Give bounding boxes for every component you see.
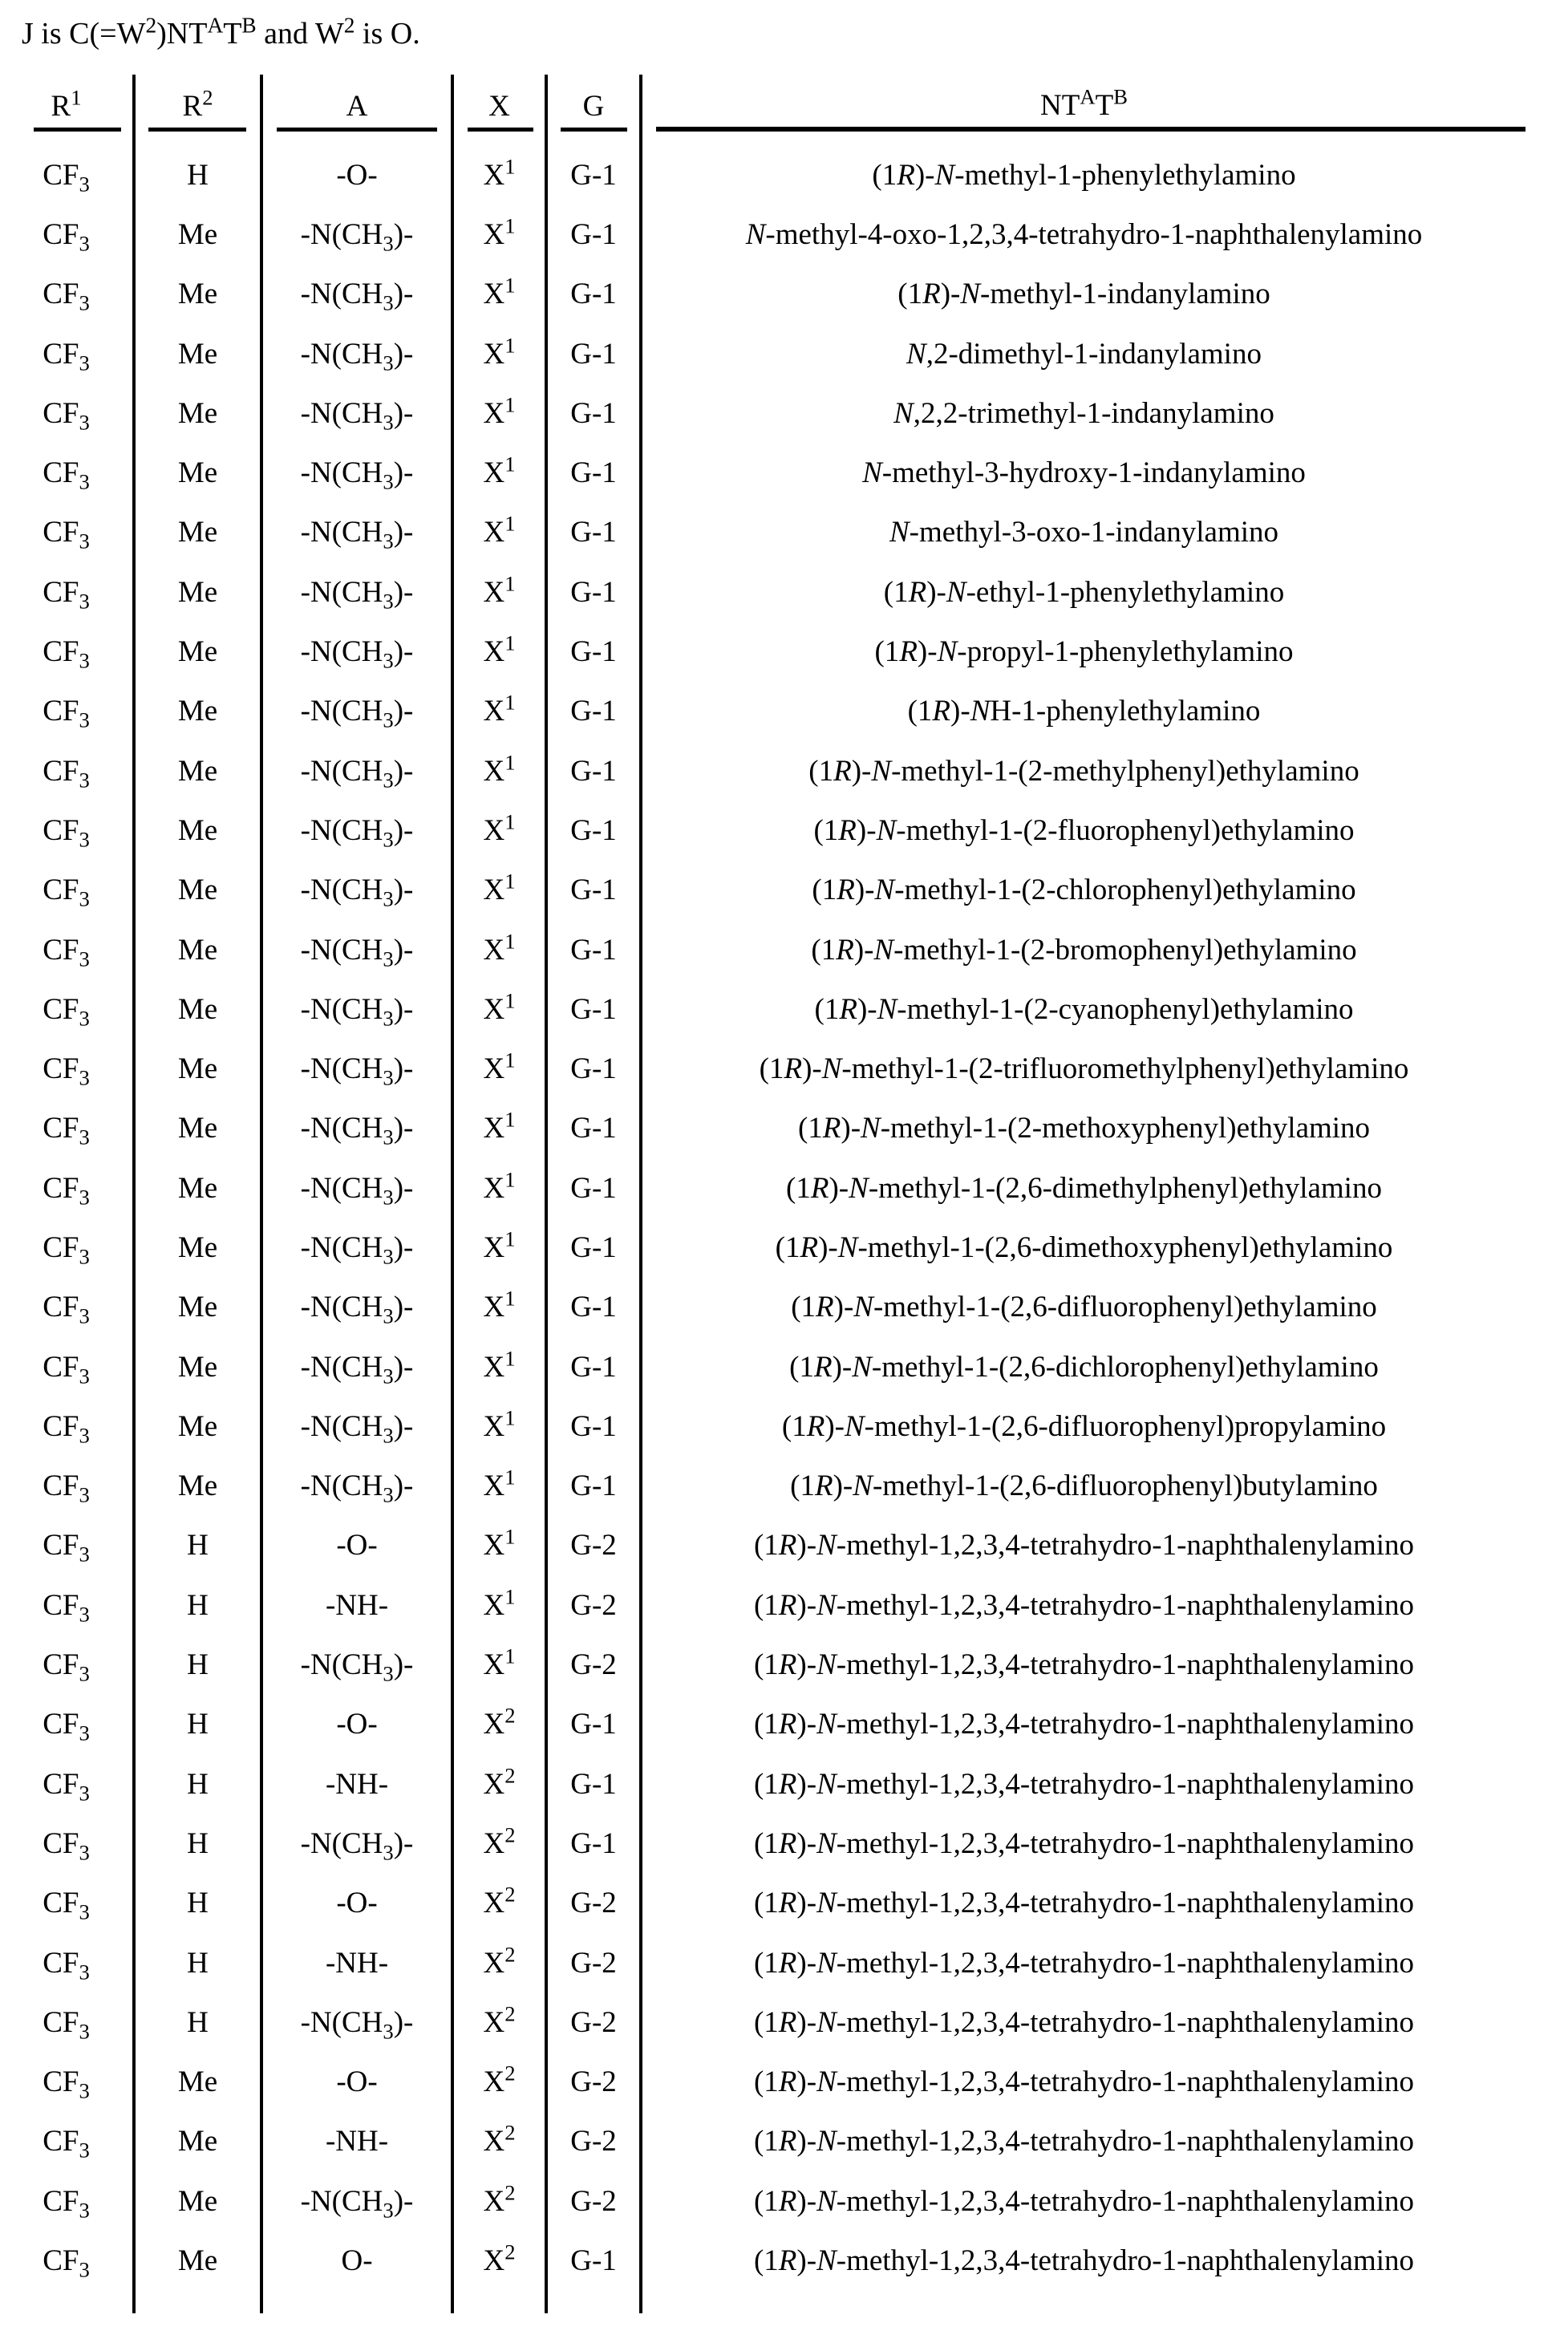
cell-g: G-1 — [546, 1457, 641, 1516]
cell-x: $X^1$ — [452, 1218, 546, 1277]
cell-g: G-1 — [546, 1695, 641, 1754]
cell-a: $-N(CH_3)-$ — [261, 682, 452, 741]
cell-nt: (1R)-N-methyl-1-phenylethylamino — [872, 158, 1296, 192]
cell-nt: (1R)-N-ethyl-1-phenylethylamino — [883, 575, 1285, 609]
cell-r2: Me — [134, 682, 261, 741]
cell-g: G-1 — [546, 979, 641, 1039]
cell-nt: (1R)-N-methyl-1-(2,6-dimethylphenyl)ethylamino — [786, 1171, 1382, 1205]
table-row — [0, 741, 1525, 801]
cell-r1: $CF_3$ — [0, 1337, 134, 1396]
cell-r1: $CF_3$ — [0, 1516, 134, 1575]
cell-r2: H — [134, 1933, 261, 1992]
table-row — [0, 1635, 1525, 1694]
table-row — [0, 920, 1525, 979]
cell-g: G-1 — [546, 1754, 641, 1814]
spacer-cell — [546, 2291, 641, 2313]
cell-r1: $CF_3$ — [0, 1695, 134, 1754]
cell-g: G-1 — [546, 1278, 641, 1337]
cell-r2: Me — [134, 205, 261, 264]
table-row — [0, 265, 1525, 324]
cell-x: $X^2$ — [452, 1754, 546, 1814]
cell-g: G-1 — [546, 383, 641, 443]
cell-r2: Me — [134, 383, 261, 443]
cell-r2: H — [134, 1754, 261, 1814]
cell-r2: H — [134, 1814, 261, 1873]
table-row — [0, 1992, 1525, 2052]
cell-nt: (1R)-N-methyl-1-(2-methoxyphenyl)ethylamino — [797, 1112, 1371, 1145]
cell-g: G-1 — [546, 205, 641, 264]
cell-r1: $CF_3$ — [0, 145, 134, 205]
cell-x: $X^1$ — [452, 741, 546, 801]
column-header-r1 — [0, 75, 134, 145]
spacer-cell — [134, 2291, 261, 2313]
header-underline — [656, 127, 1525, 132]
cell-r1: $CF_3$ — [0, 443, 134, 502]
cell-g: G-1 — [546, 1814, 641, 1873]
cell-r1: $CF_3$ — [0, 2053, 134, 2112]
cell-x: $X^1$ — [452, 1457, 546, 1516]
cell-g: G-2 — [546, 1933, 641, 1992]
cell-a: $-N(CH_3)-$ — [261, 1396, 452, 1456]
cell-a: $-N(CH_3)-$ — [261, 1278, 452, 1337]
cell-x: $X^1$ — [452, 324, 546, 383]
cell-g: G-2 — [546, 1992, 641, 2052]
cell-r1: $CF_3$ — [0, 1158, 134, 1218]
cell-g: G-2 — [546, 2112, 641, 2171]
cell-x: $X^2$ — [452, 2112, 546, 2171]
cell-x: $X^1$ — [452, 1039, 546, 1098]
cell-nt: N-methyl-3-oxo-1-indanylamino — [889, 516, 1279, 549]
cell-nt: (1R)-N-methyl-1,2,3,4-tetrahydro-1-naphthalenylamino — [753, 1588, 1415, 1622]
column-header-x-label: X — [488, 89, 510, 123]
header-underline — [277, 128, 437, 132]
column-header-r2-label: $R^2$ — [182, 85, 213, 123]
cell-x: $X^1$ — [452, 1158, 546, 1218]
cell-a: $-N(CH_3)-$ — [261, 741, 452, 801]
cell-a: $-N(CH_3)-$ — [261, 324, 452, 383]
cell-nt: (1R)-N-methyl-1,2,3,4-tetrahydro-1-naphthalenylamino — [753, 2005, 1415, 2039]
cell-r2: Me — [134, 861, 261, 920]
cell-x: $X^2$ — [452, 2231, 546, 2290]
cell-nt: (1R)-N-methyl-1-(2-cyanophenyl)ethylamino — [814, 992, 1354, 1026]
cell-nt: (1R)-N-methyl-1,2,3,4-tetrahydro-1-naphthalenylamino — [753, 1826, 1415, 1860]
cell-r1: $CF_3$ — [0, 861, 134, 920]
header-underline — [34, 128, 121, 132]
cell-g: G-2 — [546, 2053, 641, 2112]
table-row — [0, 503, 1525, 562]
cell-a: $-N(CH_3)-$ — [261, 1635, 452, 1694]
cell-nt: (1R)-N-methyl-1-(2,6-dichlorophenyl)ethylamino — [789, 1350, 1379, 1384]
cell-r2: Me — [134, 1099, 261, 1158]
cell-a: $-N(CH_3)-$ — [261, 920, 452, 979]
cell-nt: (1R)-N-methyl-1,2,3,4-tetrahydro-1-naphthalenylamino — [753, 2244, 1415, 2278]
cell-a: -NH- — [261, 1754, 452, 1814]
cell-r2: Me — [134, 562, 261, 622]
cell-r1: $CF_3$ — [0, 324, 134, 383]
table-row — [0, 2171, 1525, 2231]
table-row — [0, 1457, 1525, 1516]
cell-r1: $CF_3$ — [0, 1396, 134, 1456]
column-header-r2 — [134, 75, 261, 145]
cell-r2: Me — [134, 443, 261, 502]
cell-r1: $CF_3$ — [0, 205, 134, 264]
cell-r1: $CF_3$ — [0, 2231, 134, 2290]
cell-r1: $CF_3$ — [0, 682, 134, 741]
table-row — [0, 2231, 1525, 2290]
cell-r2: Me — [134, 979, 261, 1039]
cell-nt: (1R)-N-methyl-1,2,3,4-tetrahydro-1-naphthalenylamino — [753, 2184, 1415, 2218]
table-header — [0, 75, 1525, 145]
table-row — [0, 1874, 1525, 1933]
cell-nt: (1R)-N-methyl-1,2,3,4-tetrahydro-1-naphthalenylamino — [753, 1946, 1415, 1980]
cell-nt: (1R)-N-methyl-1,2,3,4-tetrahydro-1-naphthalenylamino — [753, 1887, 1415, 1920]
cell-r1: $CF_3$ — [0, 1635, 134, 1694]
cell-g: G-2 — [546, 2171, 641, 2231]
table-row — [0, 622, 1525, 681]
cell-g: G-2 — [546, 1516, 641, 1575]
cell-x: $X^1$ — [452, 861, 546, 920]
cell-g: G-1 — [546, 1218, 641, 1277]
cell-r1: $CF_3$ — [0, 2171, 134, 2231]
column-header-g-label: G — [582, 89, 605, 123]
cell-nt: (1R)-N-methyl-1,2,3,4-tetrahydro-1-naphthalenylamino — [753, 1708, 1415, 1741]
cell-nt: (1R)-N-methyl-1-(2-methylphenyl)ethylamino — [808, 754, 1359, 788]
cell-x: $X^1$ — [452, 1099, 546, 1158]
cell-nt: (1R)-N-methyl-1,2,3,4-tetrahydro-1-naphthalenylamino — [753, 1529, 1415, 1563]
cell-g: G-1 — [546, 2231, 641, 2290]
cell-r2: H — [134, 145, 261, 205]
cell-x: $X^2$ — [452, 1992, 546, 2052]
cell-r2: Me — [134, 1039, 261, 1098]
cell-r1: $CF_3$ — [0, 503, 134, 562]
cell-g: G-1 — [546, 1158, 641, 1218]
cell-x: $X^1$ — [452, 1635, 546, 1694]
cell-a: $-N(CH_3)-$ — [261, 265, 452, 324]
cell-g: G-2 — [546, 1575, 641, 1635]
table-row — [0, 861, 1525, 920]
cell-a: -NH- — [261, 1575, 452, 1635]
cell-a: -O- — [261, 1874, 452, 1933]
spacer-cell — [0, 2291, 134, 2313]
cell-g: G-2 — [546, 1635, 641, 1694]
table-row — [0, 1337, 1525, 1396]
cell-g: G-1 — [546, 1099, 641, 1158]
cell-x: $X^1$ — [452, 503, 546, 562]
cell-r1: $CF_3$ — [0, 1457, 134, 1516]
column-header-a — [261, 75, 452, 145]
cell-x: $X^1$ — [452, 1516, 546, 1575]
cell-g: G-1 — [546, 622, 641, 681]
cell-x: $X^2$ — [452, 2171, 546, 2231]
cell-a: $-N(CH_3)-$ — [261, 1039, 452, 1098]
cell-r2: Me — [134, 2112, 261, 2171]
substituent-table — [0, 75, 1525, 2313]
cell-g: G-1 — [546, 1337, 641, 1396]
cell-a: $-N(CH_3)-$ — [261, 861, 452, 920]
spacer-cell — [452, 2291, 546, 2313]
cell-a: O- — [261, 2231, 452, 2290]
cell-a: $-N(CH_3)-$ — [261, 1218, 452, 1277]
cell-a: -O- — [261, 1516, 452, 1575]
cell-nt: (1R)-N-methyl-1-(2,6-difluorophenyl)butylamino — [790, 1469, 1378, 1503]
spacer-cell — [261, 2291, 452, 2313]
cell-r2: H — [134, 1874, 261, 1933]
cell-r1: $CF_3$ — [0, 1218, 134, 1277]
cell-g: G-1 — [546, 324, 641, 383]
cell-r2: H — [134, 1695, 261, 1754]
header-underline — [468, 128, 533, 132]
cell-r1: $CF_3$ — [0, 801, 134, 860]
cell-r2: Me — [134, 2053, 261, 2112]
cell-r1: $CF_3$ — [0, 979, 134, 1039]
table-caption: J is $C(=W^2)NT^AT^B$ and $W^2$ is O. — [22, 13, 420, 51]
cell-x: $X^1$ — [452, 562, 546, 622]
cell-nt: (1R)-N-methyl-1-indanylamino — [897, 278, 1270, 311]
cell-r2: H — [134, 1575, 261, 1635]
cell-g: G-1 — [546, 801, 641, 860]
cell-a: -NH- — [261, 1933, 452, 1992]
cell-a: -NH- — [261, 2112, 452, 2171]
cell-a: $-N(CH_3)-$ — [261, 443, 452, 502]
cell-x: $X^1$ — [452, 801, 546, 860]
cell-x: $X^2$ — [452, 1874, 546, 1933]
cell-g: G-1 — [546, 861, 641, 920]
cell-nt: (1R)-N-methyl-1,2,3,4-tetrahydro-1-naphthalenylamino — [753, 1648, 1415, 1682]
table-row — [0, 979, 1525, 1039]
table-row — [0, 1754, 1525, 1814]
cell-x: $X^2$ — [452, 1695, 546, 1754]
column-header-r1-label: $R^1$ — [51, 85, 82, 123]
column-header-x — [452, 75, 546, 145]
table-row — [0, 1099, 1525, 1158]
table-row — [0, 1933, 1525, 1992]
cell-r1: $CF_3$ — [0, 920, 134, 979]
cell-x: $X^1$ — [452, 265, 546, 324]
cell-r2: H — [134, 1635, 261, 1694]
cell-x: $X^1$ — [452, 1337, 546, 1396]
cell-g: G-1 — [546, 145, 641, 205]
cell-r2: Me — [134, 741, 261, 801]
table-body — [0, 145, 1525, 2313]
cell-a: $-N(CH_3)-$ — [261, 562, 452, 622]
table-row — [0, 1218, 1525, 1277]
table-row — [0, 1158, 1525, 1218]
table-row — [0, 443, 1525, 502]
table-row — [0, 1695, 1525, 1754]
cell-r2: H — [134, 1992, 261, 2052]
cell-g: G-1 — [546, 503, 641, 562]
cell-g: G-1 — [546, 1039, 641, 1098]
cell-a: $-N(CH_3)-$ — [261, 622, 452, 681]
cell-x: $X^1$ — [452, 682, 546, 741]
cell-x: $X^1$ — [452, 383, 546, 443]
cell-r2: Me — [134, 503, 261, 562]
cell-a: $-N(CH_3)-$ — [261, 1099, 452, 1158]
cell-a: $-N(CH_3)-$ — [261, 205, 452, 264]
cell-x: $X^1$ — [452, 622, 546, 681]
cell-nt: (1R)-N-methyl-1,2,3,4-tetrahydro-1-naphthalenylamino — [753, 2065, 1415, 2099]
cell-g: G-1 — [546, 1396, 641, 1456]
cell-x: $X^1$ — [452, 920, 546, 979]
cell-r1: $CF_3$ — [0, 562, 134, 622]
cell-nt: (1R)-N-methyl-1-(2-chlorophenyl)ethylamino — [812, 874, 1356, 907]
cell-a: -O- — [261, 1695, 452, 1754]
cell-a: $-N(CH_3)-$ — [261, 801, 452, 860]
cell-g: G-1 — [546, 443, 641, 502]
cell-r1: $CF_3$ — [0, 1039, 134, 1098]
cell-nt: (1R)-N-methyl-1-(2-trifluoromethylphenyl)ethylamino — [759, 1052, 1409, 1086]
cell-r1: $CF_3$ — [0, 741, 134, 801]
table-row — [0, 2053, 1525, 2112]
cell-a: $-N(CH_3)-$ — [261, 979, 452, 1039]
cell-r1: $CF_3$ — [0, 383, 134, 443]
table-row — [0, 145, 1525, 205]
cell-r1: $CF_3$ — [0, 1754, 134, 1814]
cell-r2: Me — [134, 265, 261, 324]
cell-r1: $CF_3$ — [0, 2112, 134, 2171]
cell-r2: Me — [134, 1158, 261, 1218]
cell-r1: $CF_3$ — [0, 1278, 134, 1337]
column-header-a-label: A — [346, 89, 368, 123]
column-header-ntatb — [641, 75, 1525, 145]
cell-g: G-1 — [546, 265, 641, 324]
cell-r1: $CF_3$ — [0, 1575, 134, 1635]
cell-a: $-N(CH_3)-$ — [261, 503, 452, 562]
cell-r2: Me — [134, 2171, 261, 2231]
column-header-ntatb-label: $NT^AT^B$ — [1040, 84, 1128, 122]
cell-nt: (1R)-N-methyl-1,2,3,4-tetrahydro-1-naphthalenylamino — [753, 1767, 1415, 1801]
column-header-g — [546, 75, 641, 145]
cell-r2: Me — [134, 622, 261, 681]
cell-r2: Me — [134, 1337, 261, 1396]
cell-r1: $CF_3$ — [0, 622, 134, 681]
table-row — [0, 1278, 1525, 1337]
cell-r2: H — [134, 1516, 261, 1575]
cell-r1: $CF_3$ — [0, 1874, 134, 1933]
table-row — [0, 324, 1525, 383]
cell-x: $X^2$ — [452, 1933, 546, 1992]
cell-a: -O- — [261, 2053, 452, 2112]
cell-nt: N,2-dimethyl-1-indanylamino — [906, 337, 1262, 371]
cell-r1: $CF_3$ — [0, 1933, 134, 1992]
cell-g: G-1 — [546, 920, 641, 979]
cell-nt: (1R)-N-methyl-1-(2,6-difluorophenyl)propylamino — [781, 1409, 1387, 1443]
cell-x: $X^1$ — [452, 443, 546, 502]
cell-a: $-N(CH_3)-$ — [261, 1814, 452, 1873]
cell-g: G-1 — [546, 562, 641, 622]
table-row — [0, 2112, 1525, 2171]
cell-r2: Me — [134, 1457, 261, 1516]
header-underline — [148, 128, 246, 132]
cell-r2: Me — [134, 1218, 261, 1277]
table-row — [0, 801, 1525, 860]
cell-r2: Me — [134, 1396, 261, 1456]
cell-nt: (1R)-N-propyl-1-phenylethylamino — [874, 635, 1294, 669]
table-row — [0, 205, 1525, 264]
cell-a: -O- — [261, 145, 452, 205]
cell-g: G-1 — [546, 682, 641, 741]
header-row — [0, 75, 1525, 145]
cell-x: $X^1$ — [452, 1396, 546, 1456]
cell-r2: Me — [134, 1278, 261, 1337]
cell-r2: Me — [134, 920, 261, 979]
cell-nt: (1R)-N-methyl-1-(2-fluorophenyl)ethylamino — [813, 813, 1355, 847]
table-row — [0, 562, 1525, 622]
cell-r2: Me — [134, 2231, 261, 2290]
cell-x: $X^1$ — [452, 979, 546, 1039]
cell-x: $X^1$ — [452, 205, 546, 264]
cell-a: $-N(CH_3)-$ — [261, 1158, 452, 1218]
table-row — [0, 1039, 1525, 1098]
header-underline — [561, 128, 627, 132]
cell-r2: Me — [134, 801, 261, 860]
cell-nt: (1R)-N-methyl-1-(2,6-dimethoxyphenyl)ethylamino — [775, 1230, 1393, 1264]
cell-x: $X^2$ — [452, 2053, 546, 2112]
cell-a: $-N(CH_3)-$ — [261, 383, 452, 443]
table-row — [0, 1575, 1525, 1635]
table-row — [0, 1814, 1525, 1873]
cell-nt: N,2,2-trimethyl-1-indanylamino — [893, 396, 1274, 430]
cell-r2: Me — [134, 324, 261, 383]
cell-nt: N-methyl-4-oxo-1,2,3,4-tetrahydro-1-naphthalenylamino — [745, 217, 1423, 251]
cell-nt: N-methyl-3-hydroxy-1-indanylamino — [862, 456, 1306, 490]
cell-g: G-2 — [546, 1874, 641, 1933]
cell-r1: $CF_3$ — [0, 1814, 134, 1873]
table-row — [0, 1396, 1525, 1456]
cell-g: G-1 — [546, 741, 641, 801]
cell-a: $-N(CH_3)-$ — [261, 1337, 452, 1396]
cell-r1: $CF_3$ — [0, 1099, 134, 1158]
cell-x: $X^1$ — [452, 145, 546, 205]
cell-a: $-N(CH_3)-$ — [261, 1992, 452, 2052]
cell-nt: (1R)-N-methyl-1-(2,6-difluorophenyl)ethylamino — [791, 1291, 1377, 1324]
table-row — [0, 383, 1525, 443]
cell-x: $X^2$ — [452, 1814, 546, 1873]
cell-nt: (1R)-N-methyl-1,2,3,4-tetrahydro-1-naphthalenylamino — [753, 2125, 1415, 2159]
cell-r1: $CF_3$ — [0, 1992, 134, 2052]
cell-a: $-N(CH_3)-$ — [261, 1457, 452, 1516]
cell-r1: $CF_3$ — [0, 265, 134, 324]
table-bottom-spacer-row — [0, 2291, 1525, 2313]
cell-x: $X^1$ — [452, 1575, 546, 1635]
cell-x: $X^1$ — [452, 1278, 546, 1337]
cell-nt: (1R)-NH-1-phenylethylamino — [907, 695, 1261, 728]
table-row — [0, 1516, 1525, 1575]
cell-a: $-N(CH_3)-$ — [261, 2171, 452, 2231]
spacer-cell — [641, 2291, 1525, 2313]
cell-nt: (1R)-N-methyl-1-(2-bromophenyl)ethylamino — [811, 933, 1357, 967]
table-row — [0, 682, 1525, 741]
